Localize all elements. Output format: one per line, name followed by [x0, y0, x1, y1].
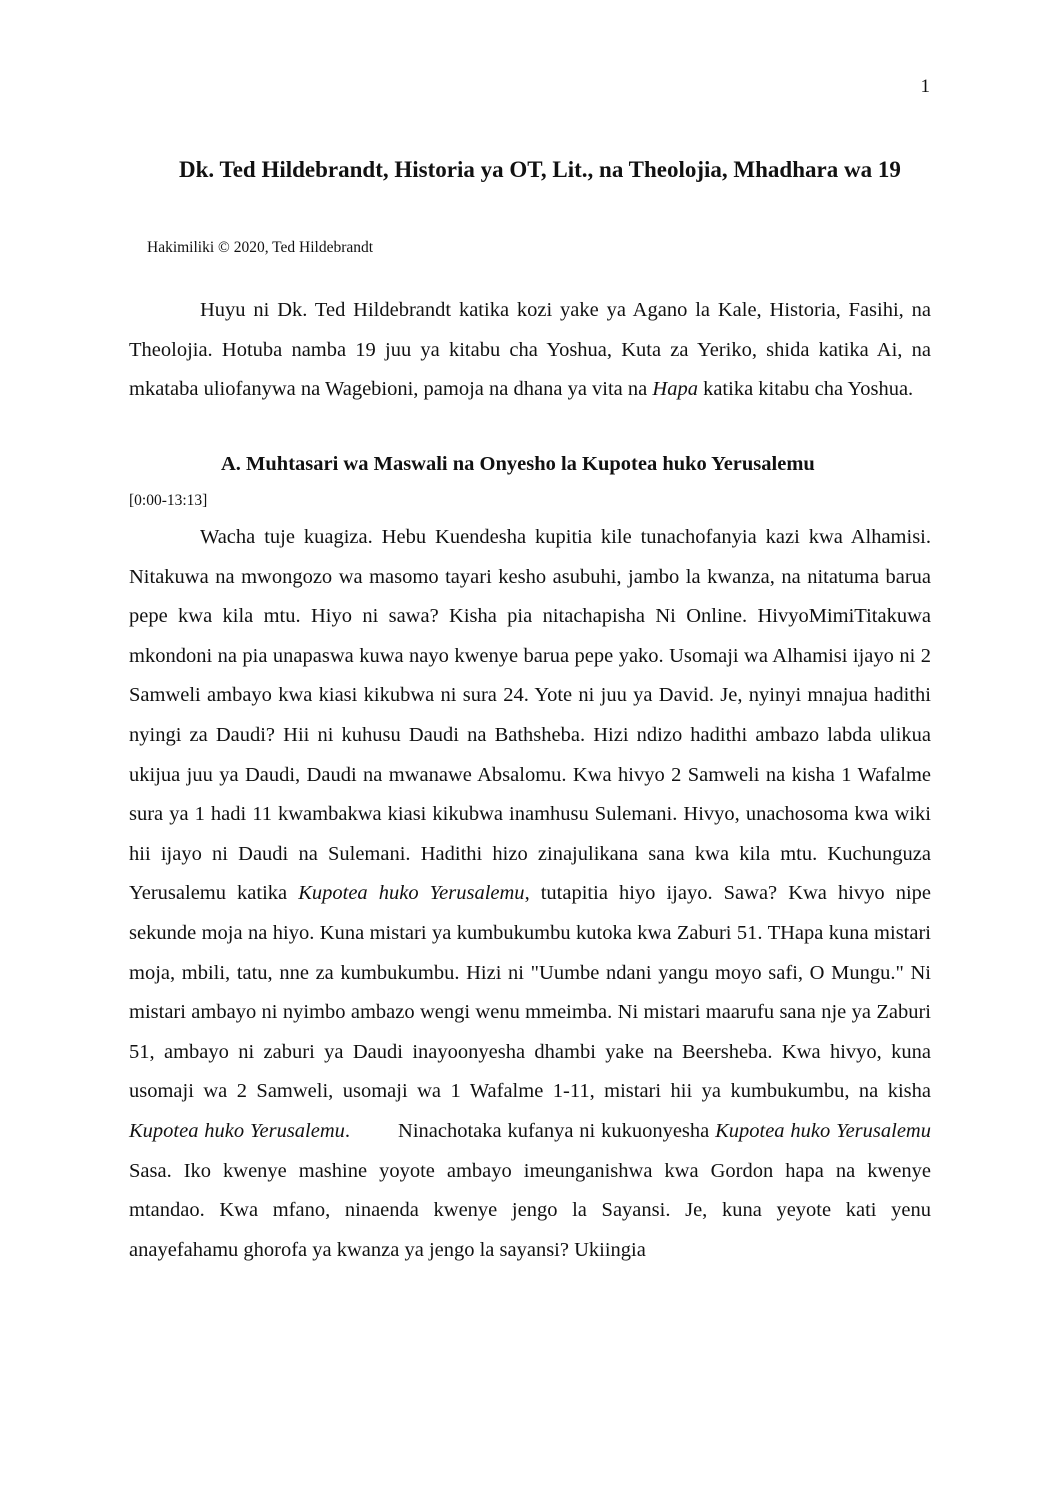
section-timestamp: [0:00-13:13] [129, 492, 208, 509]
intro-italic: Hapa [652, 378, 698, 401]
intro-text-1: Huyu ni Dk. Ted Hildebrandt katika kozi yake ya Agano la Kale, Historia, Fasihi, na Theolojia. Hotuba namba 19 juu ya kitabu cha Yoshua, Kuta za Yeriko, shida katika Ai, na mkataba uliofanywa na Wagebioni, pamoja na dhana ya vita na [129, 299, 931, 401]
page-number: 1 [920, 76, 930, 97]
body-italic-3: Kupotea huko Yerusalemu [715, 1119, 931, 1142]
body-italic-2: Kupotea huko Yerusalemu [129, 1119, 345, 1142]
copyright-notice: Hakimiliki © 2020, Ted Hildebrandt [147, 239, 374, 256]
intro-text-2: katika kitabu cha Yoshua. [697, 378, 914, 401]
body-text-4: Ninachotaka kufanya ni kukuonyesha [398, 1119, 716, 1142]
body-italic-1: Kupotea huko Yerusalemu [298, 882, 525, 905]
intro-paragraph [129, 291, 931, 410]
body-text-5: Sasa. Iko kwenye mashine yoyote ambayo imeunganishwa kwa Gordon hapa na kwenye mtandao. Kwa mfano, ninaenda kwenye jengo la Sayansi. Je, kuna yeyote kati yenu anayefahamu ghorofa ya kwanza ya jengo la sayansi? Ukiingia [129, 1159, 931, 1261]
body-text-1: Wacha tuje kuagiza. Hebu Kuendesha kupitia kile tunachofanyia kazi kwa Alhamisi. Nitakuwa na mwongozo wa masomo tayari kesho asubuhi, jambo la kwanza, na nitatuma barua pepe kwa kila mtu. Hiyo ni sawa? Kisha pia nitachapisha Ni Online. HivyoMimiTitakuwa mkondoni na pia unapaswa kuwa nayo kwenye barua pepe yako. Usomaji wa Alhamisi ijayo ni 2 Samweli ambayo kwa kiasi kikubwa ni sura 24. Yote ni juu ya David. Je, nyinyi mnajua hadithi nyingi za Daudi? Hii ni kuhusu Daudi na Bathsheba. Hizi ndizo hadithi ambazo labda ulikua ukijua juu ya Daudi, Daudi na mwanawe Absalomu. Kwa hivyo 2 Samweli na kisha 1 Wafalme sura ya 1 hadi 11 kwambakwa kiasi kikubwa inamhusu Sulemani. Hivyo, unachosoma kwa wiki hii ijayo ni Daudi na Sulemani. Hadithi hizo zinajulikana sana kwa kila mtu. Kuchunguza Yerusalemu katika [129, 526, 931, 905]
lecture-title: Dk. Ted Hildebrandt, Historia ya OT, Lit., na Theolojia, Mhadhara wa 19 [179, 157, 901, 182]
body-text-2: , tutapitia hiyo ijayo. Sawa? Kwa hivyo nipe sekunde moja na hiyo. Kuna mistari ya kumbukumbu kutoka kwa Zaburi 51. THapa kuna mistari moja, mbili, tatu, nne za kumbukumbu. Hizi ni "Uumbe ndani yangu moyo safi, O Mungu." Ni mistari ambayo ni nyimbo ambazo wengi wenu mmeimba. Ni mistari maarufu sana nje ya Zaburi 51, ambayo ni zaburi ya Daudi inayoonyesha dhambi yake na Beersheba. Kwa hivyo, kuna usomaji wa 2 Samweli, usomaji wa 1 Wafalme 1-11, mistari hii ya kumbukumbu, na kisha [129, 882, 932, 1103]
section-heading: A. Muhtasari wa Maswali na Onyesho la Kupotea huko Yerusalemu [221, 453, 815, 475]
body-text-3: . [344, 1119, 351, 1142]
body-paragraph [129, 518, 931, 1270]
